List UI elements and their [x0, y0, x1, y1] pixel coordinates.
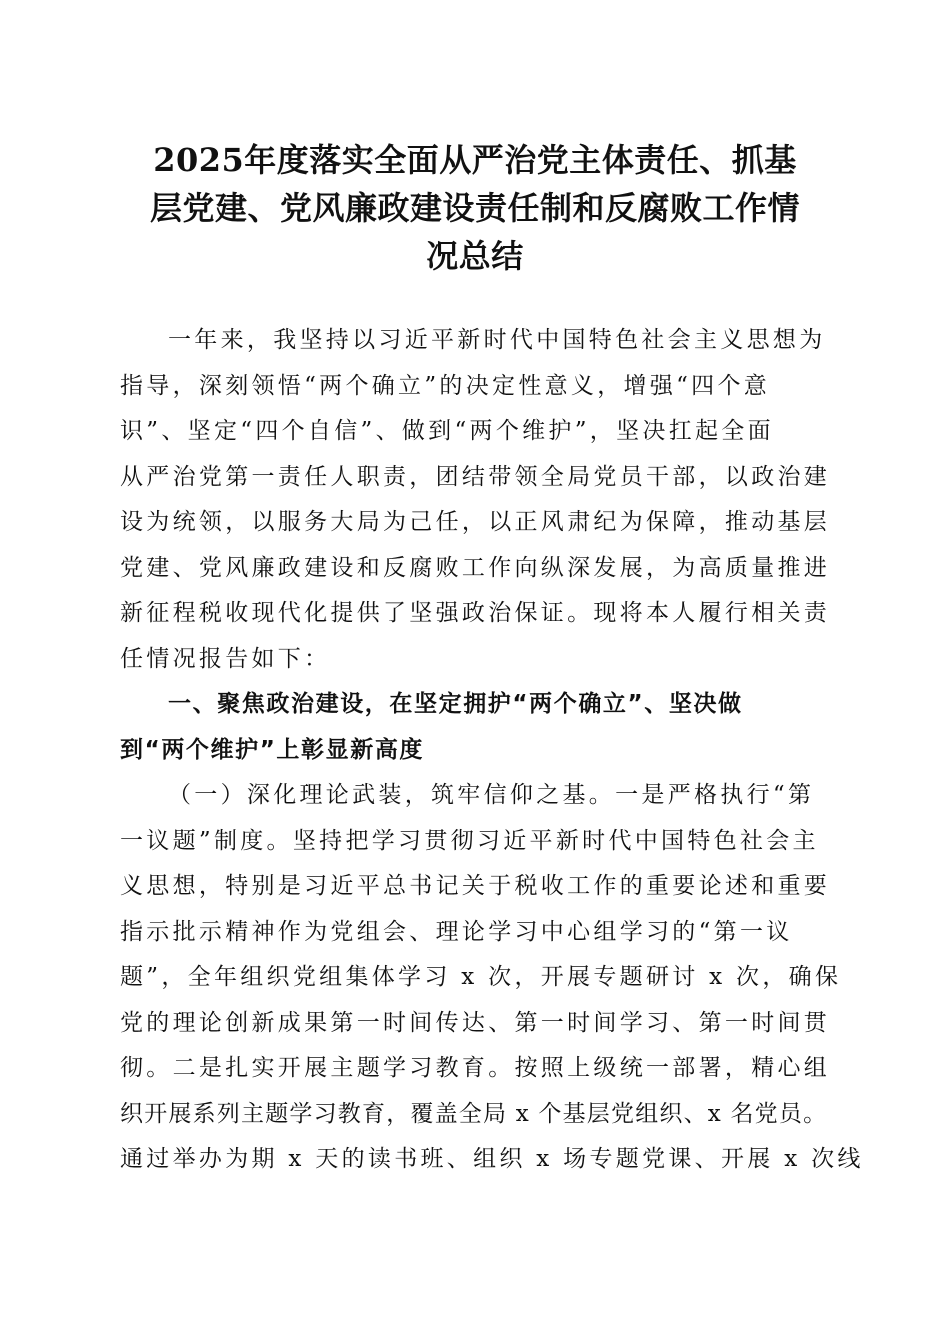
paragraph-line: 义思想，特别是习近平总书记关于税收工作的重要论述和重要 — [120, 873, 831, 899]
paragraph-line: 题”，全年组织党组集体学习 x 次，开展专题研讨 x 次，确保 — [120, 964, 842, 990]
paragraph-line: 从严治党第一责任人职责，团结带领全局党员干部，以政治建 — [120, 463, 831, 490]
paragraph-line: 指示批示精神作为党组会、理论学习中心组学习的“第一议 — [120, 918, 793, 945]
title-line: 2025年度落实全面从严治党主体责任、抓基 — [153, 141, 797, 179]
document-body — [120, 318, 864, 1183]
paragraph-line: 党的理论创新成果第一时间传达、第一时间学习、第一时间贯 — [120, 1009, 831, 1036]
paragraph-line: 新征程税收现代化提供了坚强政治保证。现将本人履行相关责 — [120, 600, 831, 626]
paragraph-line: 一议题”制度。坚持把学习贯彻习近平新时代中国特色社会主 — [120, 827, 819, 854]
paragraph-line: （一）深化理论武装，筑牢信仰之基。一是严格执行“第 — [168, 782, 815, 808]
paragraph-line: 任情况报告如下： — [120, 645, 331, 672]
paragraph-line: 识”、坚定“四个自信”、做到“两个维护”，坚决扛起全面 — [120, 418, 774, 444]
subsection-paragraph — [120, 773, 864, 1183]
paragraph-line: 一年来，我坚持以习近平新时代中国特色社会主义思想为 — [168, 327, 826, 353]
intro-paragraph — [120, 318, 830, 682]
paragraph-line: 设为统领，以服务大局为己任，以正风肃纪为保障，推动基层 — [120, 509, 831, 535]
paragraph-line: 彻。二是扎实开展主题学习教育。按照上级统一部署，精心组 — [120, 1055, 831, 1081]
title-line: 层党建、党风廉政建设责任制和反腐败工作情 — [149, 189, 800, 227]
heading-line: 一、聚焦政治建设，在坚定拥护“两个确立”、坚决做 — [168, 691, 743, 717]
paragraph-line: 指导，深刻领悟“两个确立”的决定性意义，增强“四个意 — [120, 372, 771, 399]
title-line: 况总结 — [426, 237, 524, 275]
document-title — [120, 136, 830, 280]
paragraph-line: 党建、党风廉政建设和反腐败工作向纵深发展，为高质量推进 — [120, 554, 831, 581]
paragraph-line: 通过举办为期 x 天的读书班、组织 x 场专题党课、开展 x 次线 — [120, 1146, 864, 1172]
section-heading — [120, 682, 830, 773]
heading-line: 到“两个维护”上彰显新高度 — [120, 736, 425, 763]
paragraph-line: 织开展系列主题学习教育，覆盖全局 x 个基层党组织、x 名党员。 — [120, 1100, 828, 1127]
